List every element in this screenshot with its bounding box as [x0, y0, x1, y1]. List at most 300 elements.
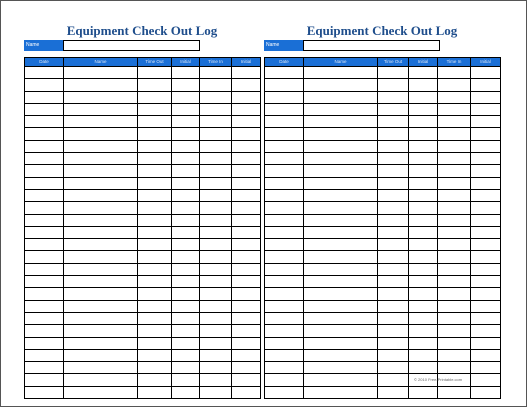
table-cell[interactable] [138, 362, 172, 374]
table-cell[interactable] [25, 386, 64, 398]
table-cell[interactable] [265, 337, 304, 349]
table-cell[interactable] [64, 67, 138, 79]
table-cell[interactable] [138, 79, 172, 91]
table-cell[interactable] [64, 153, 138, 165]
table-cell[interactable] [304, 239, 378, 251]
table-cell[interactable] [265, 226, 304, 238]
table-cell[interactable] [438, 116, 471, 128]
table-cell[interactable] [138, 202, 172, 214]
table-cell[interactable] [138, 189, 172, 201]
table-cell[interactable] [304, 349, 378, 361]
table-cell[interactable] [172, 337, 200, 349]
table-cell[interactable] [138, 153, 172, 165]
table-cell[interactable] [172, 325, 200, 337]
table-cell[interactable] [304, 288, 378, 300]
table-cell[interactable] [265, 288, 304, 300]
table-cell[interactable] [200, 153, 232, 165]
table-cell[interactable] [25, 165, 64, 177]
table-cell[interactable] [409, 128, 438, 140]
table-cell[interactable] [200, 312, 232, 324]
table-cell[interactable] [471, 91, 501, 103]
table-cell[interactable] [64, 79, 138, 91]
table-cell[interactable] [200, 325, 232, 337]
table-cell[interactable] [265, 189, 304, 201]
table-cell[interactable] [232, 189, 261, 201]
table-cell[interactable] [64, 251, 138, 263]
table-cell[interactable] [438, 153, 471, 165]
table-cell[interactable] [304, 103, 378, 115]
table-cell[interactable] [200, 386, 232, 398]
table-cell[interactable] [64, 263, 138, 275]
table-cell[interactable] [265, 67, 304, 79]
table-cell[interactable] [409, 349, 438, 361]
table-cell[interactable] [265, 116, 304, 128]
table-cell[interactable] [471, 386, 501, 398]
table-cell[interactable] [64, 165, 138, 177]
table-cell[interactable] [172, 177, 200, 189]
table-cell[interactable] [304, 177, 378, 189]
table-cell[interactable] [438, 276, 471, 288]
table-cell[interactable] [25, 226, 64, 238]
table-cell[interactable] [64, 312, 138, 324]
table-cell[interactable] [64, 386, 138, 398]
table-cell[interactable] [471, 79, 501, 91]
table-cell[interactable] [265, 128, 304, 140]
table-cell[interactable] [64, 140, 138, 152]
table-cell[interactable] [471, 128, 501, 140]
table-cell[interactable] [64, 103, 138, 115]
table-cell[interactable] [64, 288, 138, 300]
table-cell[interactable] [265, 79, 304, 91]
table-cell[interactable] [64, 177, 138, 189]
table-cell[interactable] [438, 103, 471, 115]
table-cell[interactable] [378, 374, 409, 386]
table-cell[interactable] [471, 362, 501, 374]
table-cell[interactable] [378, 263, 409, 275]
table-cell[interactable] [138, 276, 172, 288]
table-cell[interactable] [138, 349, 172, 361]
table-cell[interactable] [200, 251, 232, 263]
table-cell[interactable] [232, 202, 261, 214]
table-cell[interactable] [438, 288, 471, 300]
table-cell[interactable] [172, 362, 200, 374]
table-cell[interactable] [265, 153, 304, 165]
table-cell[interactable] [25, 79, 64, 91]
table-cell[interactable] [25, 214, 64, 226]
table-cell[interactable] [438, 349, 471, 361]
table-cell[interactable] [265, 276, 304, 288]
table-cell[interactable] [409, 276, 438, 288]
table-cell[interactable] [409, 362, 438, 374]
table-cell[interactable] [172, 214, 200, 226]
table-cell[interactable] [232, 251, 261, 263]
table-cell[interactable] [265, 300, 304, 312]
table-cell[interactable] [64, 91, 138, 103]
table-cell[interactable] [232, 67, 261, 79]
table-cell[interactable] [172, 153, 200, 165]
table-cell[interactable] [25, 288, 64, 300]
table-cell[interactable] [304, 251, 378, 263]
table-cell[interactable] [172, 91, 200, 103]
table-cell[interactable] [378, 165, 409, 177]
table-cell[interactable] [172, 140, 200, 152]
table-cell[interactable] [378, 300, 409, 312]
table-cell[interactable] [172, 128, 200, 140]
table-cell[interactable] [172, 251, 200, 263]
table-cell[interactable] [172, 226, 200, 238]
table-cell[interactable] [471, 226, 501, 238]
table-cell[interactable] [200, 374, 232, 386]
table-cell[interactable] [409, 312, 438, 324]
table-cell[interactable] [138, 263, 172, 275]
table-cell[interactable] [64, 362, 138, 374]
table-cell[interactable] [64, 189, 138, 201]
table-cell[interactable] [265, 349, 304, 361]
table-cell[interactable] [200, 202, 232, 214]
table-cell[interactable] [304, 362, 378, 374]
table-cell[interactable] [232, 103, 261, 115]
table-cell[interactable] [172, 239, 200, 251]
table-cell[interactable] [378, 312, 409, 324]
table-cell[interactable] [304, 202, 378, 214]
table-cell[interactable] [438, 165, 471, 177]
table-cell[interactable] [172, 386, 200, 398]
table-cell[interactable] [200, 177, 232, 189]
table-cell[interactable] [64, 374, 138, 386]
table-cell[interactable] [265, 140, 304, 152]
table-cell[interactable] [25, 153, 64, 165]
table-cell[interactable] [438, 79, 471, 91]
table-cell[interactable] [138, 251, 172, 263]
table-cell[interactable] [471, 214, 501, 226]
table-cell[interactable] [378, 140, 409, 152]
table-cell[interactable] [471, 251, 501, 263]
table-cell[interactable] [265, 325, 304, 337]
table-cell[interactable] [138, 337, 172, 349]
table-cell[interactable] [200, 362, 232, 374]
table-cell[interactable] [138, 91, 172, 103]
table-cell[interactable] [409, 103, 438, 115]
table-cell[interactable] [378, 79, 409, 91]
table-cell[interactable] [200, 91, 232, 103]
table-cell[interactable] [378, 226, 409, 238]
table-cell[interactable] [200, 189, 232, 201]
table-cell[interactable] [409, 79, 438, 91]
table-cell[interactable] [25, 251, 64, 263]
table-cell[interactable] [200, 79, 232, 91]
table-cell[interactable] [409, 189, 438, 201]
table-cell[interactable] [232, 312, 261, 324]
table-cell[interactable] [64, 226, 138, 238]
table-cell[interactable] [409, 300, 438, 312]
table-cell[interactable] [138, 374, 172, 386]
table-cell[interactable] [304, 263, 378, 275]
table-cell[interactable] [471, 202, 501, 214]
table-cell[interactable] [265, 103, 304, 115]
table-cell[interactable] [471, 103, 501, 115]
table-cell[interactable] [64, 239, 138, 251]
table-cell[interactable] [200, 128, 232, 140]
table-cell[interactable] [409, 116, 438, 128]
table-cell[interactable] [438, 189, 471, 201]
table-cell[interactable] [25, 189, 64, 201]
table-cell[interactable] [438, 325, 471, 337]
table-cell[interactable] [378, 128, 409, 140]
table-cell[interactable] [265, 362, 304, 374]
table-cell[interactable] [265, 214, 304, 226]
table-cell[interactable] [138, 140, 172, 152]
table-cell[interactable] [304, 214, 378, 226]
table-cell[interactable] [64, 276, 138, 288]
table-cell[interactable] [304, 67, 378, 79]
table-cell[interactable] [265, 239, 304, 251]
table-cell[interactable] [25, 276, 64, 288]
table-cell[interactable] [64, 202, 138, 214]
table-cell[interactable] [200, 239, 232, 251]
table-cell[interactable] [200, 103, 232, 115]
table-cell[interactable] [409, 67, 438, 79]
name-field[interactable] [303, 40, 440, 51]
table-cell[interactable] [304, 300, 378, 312]
table-cell[interactable] [200, 337, 232, 349]
table-cell[interactable] [438, 128, 471, 140]
table-cell[interactable] [438, 300, 471, 312]
table-cell[interactable] [138, 128, 172, 140]
table-cell[interactable] [232, 91, 261, 103]
table-cell[interactable] [200, 349, 232, 361]
table-cell[interactable] [304, 374, 378, 386]
table-cell[interactable] [25, 202, 64, 214]
table-cell[interactable] [304, 140, 378, 152]
table-cell[interactable] [200, 276, 232, 288]
table-cell[interactable] [25, 140, 64, 152]
table-cell[interactable] [25, 362, 64, 374]
table-cell[interactable] [471, 116, 501, 128]
table-cell[interactable] [172, 312, 200, 324]
table-cell[interactable] [25, 325, 64, 337]
table-cell[interactable] [138, 325, 172, 337]
table-cell[interactable] [232, 165, 261, 177]
table-cell[interactable] [378, 251, 409, 263]
table-cell[interactable] [304, 386, 378, 398]
table-cell[interactable] [409, 337, 438, 349]
table-cell[interactable] [25, 239, 64, 251]
table-cell[interactable] [409, 140, 438, 152]
table-cell[interactable] [138, 103, 172, 115]
table-cell[interactable] [232, 153, 261, 165]
table-cell[interactable] [304, 153, 378, 165]
table-cell[interactable] [172, 79, 200, 91]
table-cell[interactable] [438, 386, 471, 398]
table-cell[interactable] [172, 374, 200, 386]
table-cell[interactable] [232, 116, 261, 128]
table-cell[interactable] [304, 226, 378, 238]
table-cell[interactable] [138, 239, 172, 251]
table-cell[interactable] [304, 79, 378, 91]
table-cell[interactable] [138, 177, 172, 189]
table-cell[interactable] [378, 276, 409, 288]
table-cell[interactable] [471, 276, 501, 288]
table-cell[interactable] [232, 374, 261, 386]
table-cell[interactable] [172, 116, 200, 128]
table-cell[interactable] [304, 312, 378, 324]
table-cell[interactable] [25, 349, 64, 361]
table-cell[interactable] [409, 202, 438, 214]
table-cell[interactable] [378, 67, 409, 79]
table-cell[interactable] [200, 226, 232, 238]
table-cell[interactable] [409, 251, 438, 263]
table-cell[interactable] [438, 177, 471, 189]
table-cell[interactable] [378, 202, 409, 214]
table-cell[interactable] [378, 349, 409, 361]
table-cell[interactable] [471, 288, 501, 300]
table-cell[interactable] [172, 349, 200, 361]
table-cell[interactable] [200, 288, 232, 300]
table-cell[interactable] [378, 325, 409, 337]
table-cell[interactable] [200, 67, 232, 79]
table-cell[interactable] [409, 325, 438, 337]
table-cell[interactable] [232, 79, 261, 91]
table-cell[interactable] [471, 374, 501, 386]
table-cell[interactable] [471, 263, 501, 275]
table-cell[interactable] [471, 349, 501, 361]
table-cell[interactable] [265, 165, 304, 177]
table-cell[interactable] [471, 325, 501, 337]
table-cell[interactable] [232, 386, 261, 398]
table-cell[interactable] [438, 312, 471, 324]
table-cell[interactable] [304, 116, 378, 128]
table-cell[interactable] [409, 386, 438, 398]
table-cell[interactable] [304, 337, 378, 349]
table-cell[interactable] [378, 288, 409, 300]
table-cell[interactable] [25, 91, 64, 103]
table-cell[interactable] [138, 214, 172, 226]
table-cell[interactable] [200, 214, 232, 226]
table-cell[interactable] [378, 91, 409, 103]
table-cell[interactable] [25, 263, 64, 275]
table-cell[interactable] [409, 153, 438, 165]
table-cell[interactable] [378, 337, 409, 349]
table-cell[interactable] [232, 177, 261, 189]
table-cell[interactable] [25, 177, 64, 189]
table-cell[interactable] [64, 325, 138, 337]
table-cell[interactable] [438, 337, 471, 349]
table-cell[interactable] [265, 374, 304, 386]
table-cell[interactable] [438, 226, 471, 238]
table-cell[interactable] [438, 140, 471, 152]
table-cell[interactable] [25, 103, 64, 115]
table-cell[interactable] [232, 239, 261, 251]
table-cell[interactable] [25, 374, 64, 386]
table-cell[interactable] [64, 128, 138, 140]
table-cell[interactable] [438, 91, 471, 103]
table-cell[interactable] [25, 116, 64, 128]
table-cell[interactable] [232, 349, 261, 361]
table-cell[interactable] [304, 165, 378, 177]
table-cell[interactable] [172, 165, 200, 177]
table-cell[interactable] [138, 300, 172, 312]
table-cell[interactable] [172, 67, 200, 79]
table-cell[interactable] [25, 128, 64, 140]
table-cell[interactable] [471, 337, 501, 349]
table-cell[interactable] [200, 165, 232, 177]
table-cell[interactable] [232, 128, 261, 140]
table-cell[interactable] [378, 362, 409, 374]
table-cell[interactable] [232, 325, 261, 337]
table-cell[interactable] [172, 276, 200, 288]
table-cell[interactable] [409, 263, 438, 275]
table-cell[interactable] [471, 189, 501, 201]
table-cell[interactable] [200, 263, 232, 275]
table-cell[interactable] [64, 349, 138, 361]
table-cell[interactable] [138, 116, 172, 128]
table-cell[interactable] [232, 288, 261, 300]
table-cell[interactable] [409, 226, 438, 238]
table-cell[interactable] [232, 362, 261, 374]
table-cell[interactable] [471, 312, 501, 324]
table-cell[interactable] [304, 276, 378, 288]
table-cell[interactable] [438, 214, 471, 226]
table-cell[interactable] [471, 177, 501, 189]
table-cell[interactable] [172, 202, 200, 214]
table-cell[interactable] [409, 214, 438, 226]
table-cell[interactable] [471, 165, 501, 177]
table-cell[interactable] [304, 189, 378, 201]
table-cell[interactable] [138, 386, 172, 398]
table-cell[interactable] [172, 263, 200, 275]
table-cell[interactable] [64, 116, 138, 128]
table-cell[interactable] [138, 288, 172, 300]
table-cell[interactable] [378, 153, 409, 165]
table-cell[interactable] [438, 251, 471, 263]
table-cell[interactable] [172, 300, 200, 312]
table-cell[interactable] [409, 288, 438, 300]
table-cell[interactable] [471, 300, 501, 312]
name-field[interactable] [63, 40, 200, 51]
table-cell[interactable] [378, 189, 409, 201]
table-cell[interactable] [25, 67, 64, 79]
table-cell[interactable] [409, 165, 438, 177]
table-cell[interactable] [265, 177, 304, 189]
table-cell[interactable] [138, 312, 172, 324]
table-cell[interactable] [378, 239, 409, 251]
table-cell[interactable] [265, 386, 304, 398]
table-cell[interactable] [438, 263, 471, 275]
table-cell[interactable] [471, 140, 501, 152]
table-cell[interactable] [232, 300, 261, 312]
table-cell[interactable] [265, 263, 304, 275]
table-cell[interactable] [138, 226, 172, 238]
table-cell[interactable] [378, 386, 409, 398]
table-cell[interactable] [25, 312, 64, 324]
table-cell[interactable] [200, 300, 232, 312]
table-cell[interactable] [409, 239, 438, 251]
table-cell[interactable] [64, 214, 138, 226]
table-cell[interactable] [438, 362, 471, 374]
table-cell[interactable] [265, 251, 304, 263]
table-cell[interactable] [232, 337, 261, 349]
table-cell[interactable] [172, 189, 200, 201]
table-cell[interactable] [265, 202, 304, 214]
table-cell[interactable] [409, 177, 438, 189]
table-cell[interactable] [438, 202, 471, 214]
table-cell[interactable] [378, 214, 409, 226]
table-cell[interactable] [378, 177, 409, 189]
table-cell[interactable] [138, 67, 172, 79]
table-cell[interactable] [232, 140, 261, 152]
table-cell[interactable] [64, 337, 138, 349]
table-cell[interactable] [304, 325, 378, 337]
